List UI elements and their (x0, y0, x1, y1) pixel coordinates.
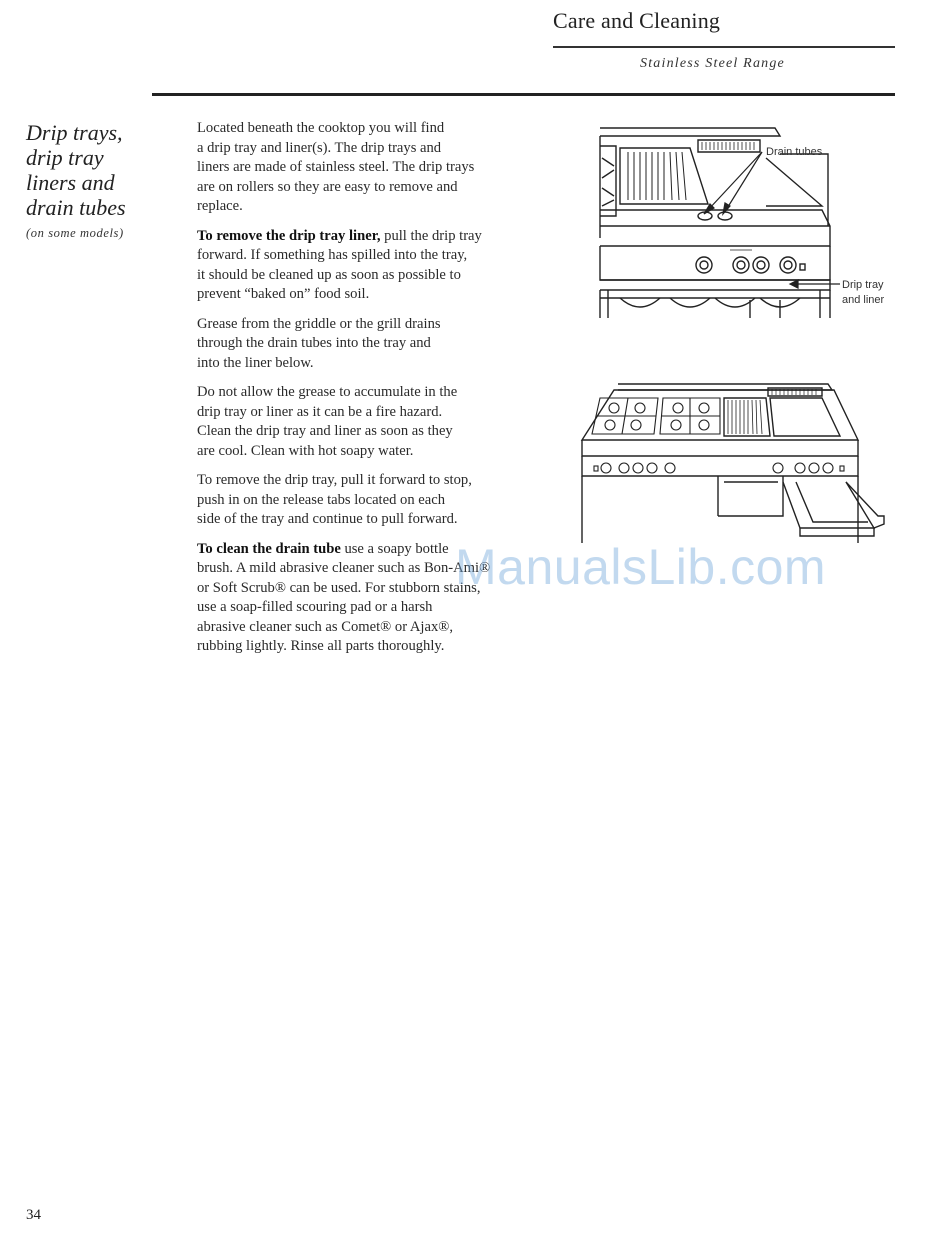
text-line: into the liner below. (197, 354, 314, 371)
section-heading-line: liners and (26, 170, 115, 195)
figure-cooktop-drain-tubes (590, 118, 900, 323)
paragraph-grease (197, 315, 547, 374)
text-run: use a soapy bottle (340, 540, 449, 557)
text-line: it should be cleaned up as soon as possible to (197, 266, 461, 283)
text-line: are cool. Clean with hot soapy water. (197, 442, 414, 459)
page-number: 34 (26, 1207, 41, 1223)
watermark: ManualsLib.com (455, 539, 827, 595)
text-line: Located beneath the cooktop you will find (197, 120, 445, 136)
text-line: Grease from the griddle or the grill drains (197, 315, 441, 332)
text-line: a drip tray and liner(s). The drip trays and (197, 139, 442, 156)
bold-lead: To clean the drain tube (197, 540, 341, 557)
text-line: rubbing lightly. Rinse all parts thoroughly. (197, 638, 445, 654)
text-line: liners are made of stainless steel. The drip trays (197, 159, 475, 175)
text-line (197, 227, 547, 247)
section-heading-line: Drip trays, (26, 120, 123, 145)
header-rule (553, 46, 895, 48)
paragraph-location (197, 119, 547, 217)
text-line: are on rollers so they are easy to remove and (197, 178, 458, 195)
callout-drain-tubes: Drain tubes (766, 146, 823, 158)
paragraph-remove-liner (197, 227, 547, 305)
text-line: replace. (197, 198, 243, 214)
figure-range-drip-tray-open (578, 378, 890, 548)
text-line: abrasive cleaner such as Comet® or Ajax®, (197, 618, 453, 635)
section-heading-line: drip tray (26, 145, 104, 170)
paragraph-remove-tray (197, 471, 547, 530)
text-line: prevent “baked on” food soil. (197, 286, 370, 302)
section-heading-line: drain tubes (26, 195, 126, 220)
text-run: pull the drip tray (380, 227, 482, 244)
text-line: Do not allow the grease to accumulate in the (197, 384, 458, 400)
callout-drip-tray: Drip tray (842, 279, 884, 291)
paragraph-fire-hazard (197, 383, 547, 461)
bold-lead: To remove the drip tray liner, (197, 227, 381, 244)
section-note: (on some models) (26, 226, 124, 240)
text-line: through the drain tubes into the tray and (197, 335, 431, 351)
text-line: side of the tray and continue to pull forward. (197, 511, 458, 527)
text-line: drip tray or liner as it can be a fire hazard. (197, 403, 443, 420)
callout-and-liner: and liner (842, 294, 885, 306)
text-line: use a soap-filled scouring pad or a harsh (197, 599, 433, 615)
section-heading (26, 120, 166, 220)
page-header-title: Care and Cleaning (553, 8, 721, 33)
page-header-subtitle: Stainless Steel Range (640, 56, 785, 71)
text-line: or Soft Scrub® can be used. For stubborn stains, (197, 579, 481, 596)
text-line: forward. If something has spilled into the tray, (197, 247, 468, 263)
text-line: brush. A mild abrasive cleaner such as Bon-Ami® (197, 560, 491, 576)
section-divider-rule (152, 93, 895, 96)
text-line: To remove the drip tray, pull it forward to stop, (197, 472, 472, 488)
text-line: Clean the drip tray and liner as soon as they (197, 423, 453, 439)
text-line: push in on the release tabs located on each (197, 491, 446, 508)
